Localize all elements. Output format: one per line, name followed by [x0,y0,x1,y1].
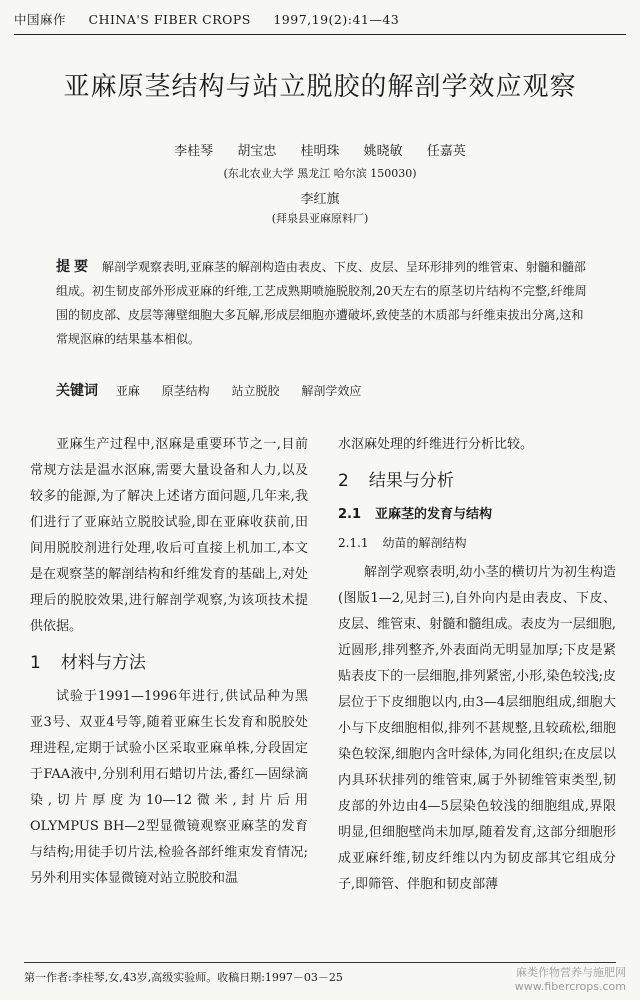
section-number: 2 [338,471,349,491]
author: 桂明珠 [300,144,340,159]
author: 任嘉英 [426,144,466,159]
footnote: 第一作者:李桂琴,女,43岁,高级实验师。收稿日期:1997－03－25 [24,962,616,985]
intro-paragraph: 亚麻生产过程中,沤麻是重要环节之一,目前常规方法是温水沤麻,需要大量设备和人力,以及较多的能源,为了解决上述诸方面问题,几年来,我们进行了亚麻站立脱胶试验,即在亚麻收获前,田间用脱胶剂进行处理,收后可直接上机加工,本文是在观察茎的解剖结构和纤维发育的基础上,对处理后的脱胶效果,进行解剖学观察,为该项技术提供依据。 [30,437,308,634]
section-title: 材料与方法 [60,653,146,673]
right-column [338,432,616,898]
methods-paragraph: 试验于1991—1996年进行,供试品种为黑亚3号、双亚4号等,随着亚麻生长发育和脱胶处理进程,定期于试验小区采取亚麻单株,分段固定于FAA液中,分别利用石蜡切片法,番红—固绿滴染,切片厚度为10—12微米,封片后用OLYMPUS BH—2型显微镜观察亚麻茎的发育与结构;用徒手切片法,检验各部纤维束发育情况;另外利用实体显微镜对站立脱胶和温 [30,689,308,886]
keyword: 亚麻 [115,384,140,398]
paper-title: 亚麻原茎结构与站立脱胶的解剖学效应观察 [63,72,577,102]
abstract-text: 解剖学观察表明,亚麻茎的解剖构造由表皮、下皮、皮层、呈环形排列的维管束、射髓和髓部组成。初生韧皮部外形成亚麻的纤维,工艺成熟期喷施脱胶剂,20天左右的原茎切片结构不完整,纤维周围的韧皮部、皮层等薄壁细胞大多瓦解,形成层细胞亦遭破坏,致使茎的木质部与纤维束拔出分离,这和常规沤麻的结果基本相似。 [56,260,587,346]
subsubsection-heading [338,530,616,556]
subsection-title: 亚麻茎的发育与结构 [375,507,493,522]
keywords-label: 关键词 [56,383,98,399]
affiliation: (东北农业大学 黑龙江 哈尔滨 150030) [223,167,417,180]
abstract [56,255,594,351]
subsubsection-title: 幼苗的解剖结构 [382,536,467,550]
left-column [30,432,308,892]
journal-name-cn: 中国麻作 [14,12,67,27]
keyword: 站立脱胶 [231,384,280,398]
running-header [14,10,626,35]
author: 李红旗 [300,192,340,207]
author: 李桂琴 [174,144,214,159]
watermark-line: 麻类作物营养与施肥网 [516,966,626,979]
keywords [56,380,594,400]
keyword: 原茎结构 [161,384,210,398]
abstract-label: 提要 [56,259,92,275]
subsubsection-number: 2.1.1 [338,536,369,550]
journal-name-en: CHINA'S FIBER CROPS [88,12,251,27]
subsection-number: 2.1 [338,507,362,522]
author: 姚晓敏 [363,144,403,159]
continued-paragraph: 水沤麻处理的纤维进行分析比较。 [338,437,534,452]
section-number: 1 [30,653,41,673]
subsection-heading [338,502,616,528]
watermark-line: www.fibercrops.com [514,980,626,993]
keyword: 解剖学效应 [301,384,362,398]
affiliation: (拜泉县亚麻原料厂) [271,212,369,225]
section-title: 结果与分析 [368,471,454,491]
results-paragraph: 解剖学观察表明,幼小茎的横切片为初生构造(图版1—2,见封三),自外向内是由表皮、下皮、皮层、维管束、射髓和髓组成。表皮为一层细胞,近圆形,排列整齐,外表面尚无明显加厚;下皮是紧贴表皮下的一层细胞,排列紧密,小形,染色较浅;皮层位于下皮细胞以内,由3—4层细胞组成,细胞大小与下皮细胞相似,排列不甚规整,且较疏松,细胞染色较深,细胞内含叶绿体,为同化组织;在皮层以内具环状排列的维管束,属于外韧维管束类型,韧皮部的外边由4—5层染色较浅的细胞组成,界限明显,但细胞壁尚未加厚,随着发育,这部分细胞形成亚麻纤维,韧皮纤维以内为韧皮部其它组成分子,即筛管、伴胞和韧皮部薄 [338,565,616,892]
author-list [0,140,640,159]
section-heading [30,650,308,676]
author: 胡宝忠 [237,144,277,159]
watermark [515,966,626,994]
citation: 1997,19(2):41—43 [273,12,400,27]
section-heading [338,468,616,494]
